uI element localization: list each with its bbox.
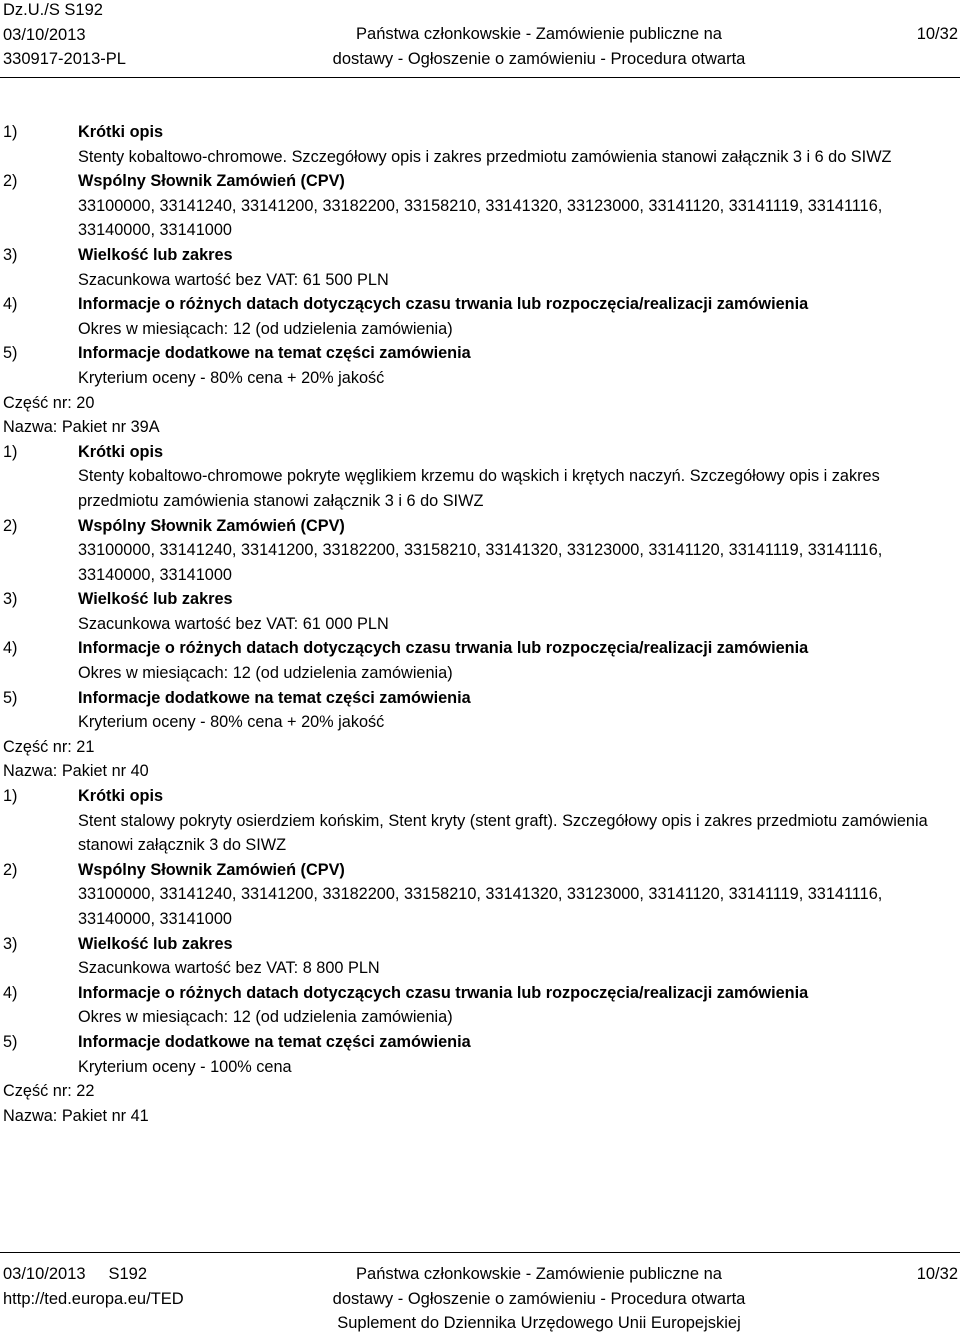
item-number: 1) xyxy=(3,123,18,141)
item-text: Stent stalowy pokryty osierdziem końskim, Stent kryty (stent graft). Szczegółowy opis i zakres przedmiotu zamówienia stanowi załącznik 3 do SIWZ xyxy=(78,811,928,855)
footer-supplement: Suplement do Dziennika Urzędowego Unii Europejskiej xyxy=(337,1314,741,1332)
part-name: Nazwa: Pakiet nr 39A xyxy=(3,418,160,437)
section-item xyxy=(3,784,958,858)
item-number: 2) xyxy=(3,172,18,191)
section-item xyxy=(3,686,958,735)
item-number: 4) xyxy=(3,983,18,1002)
item-heading: Wielkość lub zakres xyxy=(78,934,233,953)
footer-center xyxy=(270,1262,808,1336)
part-name: Nazwa: Pakiet nr 41 xyxy=(3,1106,149,1125)
item-number: 2) xyxy=(3,860,18,879)
footer-left xyxy=(3,1262,184,1311)
section-item xyxy=(3,1030,958,1079)
item-number: 5) xyxy=(3,688,18,707)
section-item xyxy=(3,932,958,981)
page-footer xyxy=(0,1262,960,1334)
item-number: 3) xyxy=(3,245,18,264)
item-number: 5) xyxy=(3,344,18,363)
item-text: Kryterium oceny - 80% cena + 20% jakość xyxy=(78,368,385,387)
section-item xyxy=(3,587,958,636)
item-text: 33100000, 33141240, 33141200, 33182200, 33158210, 33141320, 33123000, 33141120, 33141119, 33141116, 33140000, 33141000 xyxy=(78,196,883,240)
item-text: Okres w miesiącach: 12 (od udzielenia zamówienia) xyxy=(78,1008,453,1027)
item-heading: Informacje dodatkowe na temat części zamówienia xyxy=(78,344,471,363)
footer-page-number: 10/32 xyxy=(916,1265,958,1283)
section-item xyxy=(3,981,958,1030)
item-heading: Informacje dodatkowe na temat części zamówienia xyxy=(78,688,471,707)
item-heading: Wspólny Słownik Zamówień (CPV) xyxy=(78,516,345,535)
item-heading: Wielkość lub zakres xyxy=(78,590,233,609)
item-text: Szacunkowa wartość bez VAT: 61 500 PLN xyxy=(78,270,389,289)
section-item xyxy=(3,243,958,292)
item-text: Kryterium oceny - 80% cena + 20% jakość xyxy=(78,713,385,732)
footer-rule xyxy=(0,1252,960,1253)
part-number: Część nr: 22 xyxy=(3,1082,95,1101)
item-text: Szacunkowa wartość bez VAT: 61 000 PLN xyxy=(78,614,389,633)
section-item xyxy=(3,120,958,169)
header-rule xyxy=(0,77,960,78)
item-number: 2) xyxy=(3,516,18,535)
part-name: Nazwa: Pakiet nr 40 xyxy=(3,762,149,781)
item-number: 5) xyxy=(3,1032,18,1051)
header-left xyxy=(3,0,126,72)
part-number: Część nr: 20 xyxy=(3,393,95,412)
item-heading: Krótki opis xyxy=(78,787,164,806)
item-number: 3) xyxy=(3,590,18,609)
part-number: Część nr: 21 xyxy=(3,737,95,756)
item-heading: Informacje o różnych datach dotyczących czasu trwania lub rozpoczęcia/realizacji zamówienia xyxy=(78,639,809,658)
document-body xyxy=(3,120,958,1128)
item-number: 4) xyxy=(3,295,18,314)
header-date: 03/10/2013 xyxy=(3,25,86,44)
item-text: Kryterium oceny - 100% cena xyxy=(78,1057,292,1076)
item-heading: Krótki opis xyxy=(78,123,164,141)
header-page-number: 10/32 xyxy=(916,25,958,43)
item-text: Okres w miesiącach: 12 (od udzielenia zamówienia) xyxy=(78,319,453,338)
item-number: 1) xyxy=(3,787,18,806)
notice-number: 330917-2013-PL xyxy=(3,50,126,68)
section-item xyxy=(3,514,958,588)
section-item xyxy=(3,169,958,243)
item-heading: Krótki opis xyxy=(78,442,164,461)
header-center xyxy=(270,22,808,71)
footer-url: http://ted.europa.eu/TED xyxy=(3,1289,184,1308)
section-item xyxy=(3,636,958,685)
item-text: Szacunkowa wartość bez VAT: 8 800 PLN xyxy=(78,959,380,978)
item-text: Stenty kobaltowo-chromowe pokryte węglikiem krzemu do wąskich i krętych naczyń. Szczegółowy opis i zakres przedmiotu zamówienia stanowi załącznik 3 i 6 do SIWZ xyxy=(78,467,880,510)
item-heading: Informacje o różnych datach dotyczących czasu trwania lub rozpoczęcia/realizacji zamówienia xyxy=(78,983,809,1002)
footer-title-line2: dostawy - Ogłoszenie o zamówieniu - Procedura otwarta xyxy=(332,1289,746,1308)
section-item xyxy=(3,858,958,932)
journal-ref: Dz.U./S S192 xyxy=(3,1,103,19)
section-item xyxy=(3,440,958,514)
section-item xyxy=(3,292,958,341)
header-title-line1: Państwa członkowskie - Zamówienie publiczne na xyxy=(356,25,722,43)
item-heading: Wielkość lub zakres xyxy=(78,245,233,264)
item-text: Okres w miesiącach: 12 (od udzielenia zamówienia) xyxy=(78,664,453,683)
item-number: 4) xyxy=(3,639,18,658)
section-item xyxy=(3,341,958,390)
item-number: 1) xyxy=(3,442,18,461)
item-text: 33100000, 33141240, 33141200, 33182200, 33158210, 33141320, 33123000, 33141120, 33141119, 33141116, 33140000, 33141000 xyxy=(78,885,883,928)
page-header xyxy=(0,0,960,72)
item-text: Stenty kobaltowo-chromowe. Szczegółowy opis i zakres przedmiotu zamówienia stanowi załącznik 3 i 6 do SIWZ xyxy=(78,147,892,166)
header-title-line2: dostawy - Ogłoszenie o zamówieniu - Procedura otwarta xyxy=(332,49,746,68)
item-heading: Wspólny Słownik Zamówień (CPV) xyxy=(78,860,345,879)
item-heading: Informacje o różnych datach dotyczących czasu trwania lub rozpoczęcia/realizacji zamówienia xyxy=(78,295,809,314)
footer-title-line1: Państwa członkowskie - Zamówienie publiczne na xyxy=(356,1265,722,1283)
item-heading: Informacje dodatkowe na temat części zamówienia xyxy=(78,1032,471,1051)
item-number: 3) xyxy=(3,934,18,953)
footer-date-issue: 03/10/2013 S192 xyxy=(3,1265,148,1283)
item-text: 33100000, 33141240, 33141200, 33182200, 33158210, 33141320, 33123000, 33141120, 33141119, 33141116, 33140000, 33141000 xyxy=(78,541,883,584)
item-heading: Wspólny Słownik Zamówień (CPV) xyxy=(78,172,345,191)
